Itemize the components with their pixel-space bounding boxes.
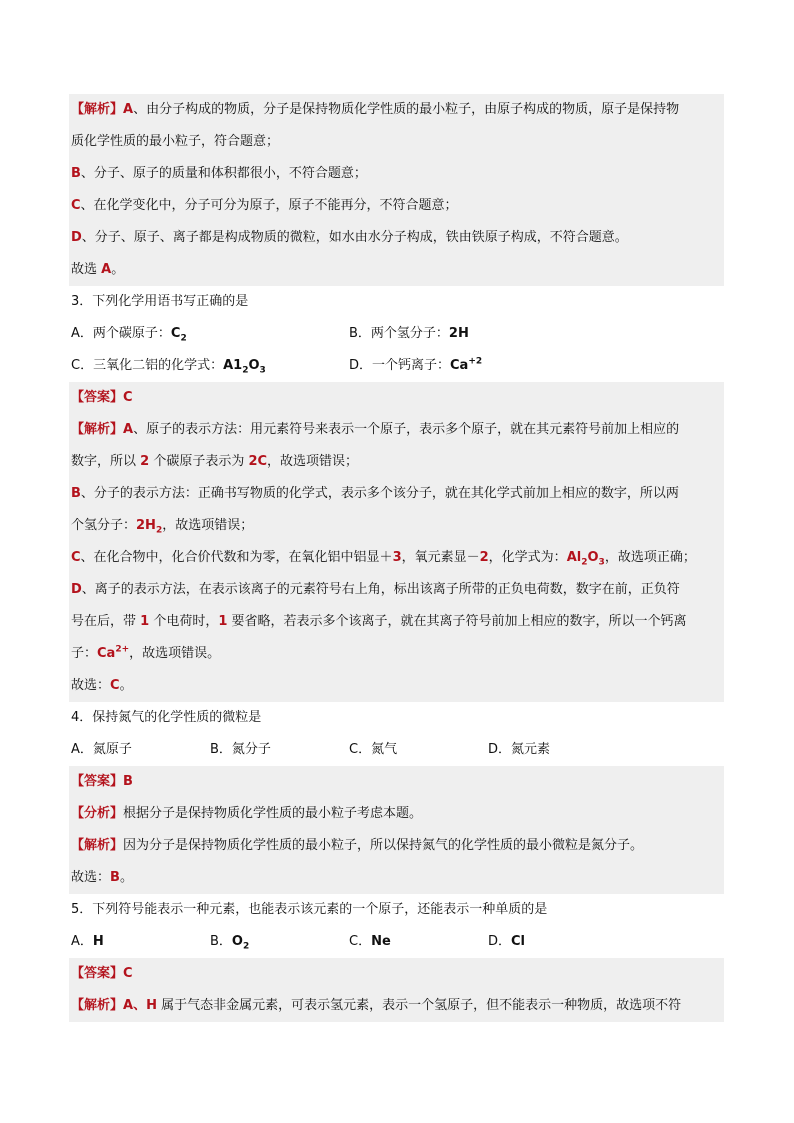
number: 3	[392, 550, 402, 565]
formula: 2H	[136, 518, 156, 533]
subscript: 3	[259, 365, 266, 376]
analysis-text: 、在化合物中，化合价代数和为零，在氧化铝中铝显＋	[80, 550, 393, 565]
option-text: A．	[71, 934, 93, 949]
question-3-answer-block	[69, 382, 724, 702]
option-letter: B	[71, 166, 81, 181]
analysis-text: 个氢分子：	[71, 518, 137, 533]
conclusion-prefix: 故选	[71, 262, 102, 277]
question-3-options-row1	[69, 318, 724, 350]
analysis-line	[69, 574, 724, 606]
option-text: C．	[349, 934, 372, 949]
analysis-line	[69, 126, 724, 158]
subscript: 2	[242, 365, 249, 376]
analysis-line	[69, 606, 724, 638]
analysis-text: 因为分子是保持物质化学性质的最小粒子，所以保持氮气的化学性质的最小微粒是氮分子。	[123, 838, 644, 853]
analysis-line	[69, 446, 724, 478]
analysis-line	[69, 222, 724, 254]
option-text: B．	[210, 934, 232, 949]
analysis-text: ，故选项错误；	[162, 518, 254, 533]
analysis-line	[69, 414, 724, 446]
subscript: 2	[242, 941, 250, 952]
analysis-text: 、分子的表示方法：正确书写物质的化学式，表示多个该分子，就在其化学式前加上相应的数字，所以两	[80, 486, 679, 501]
analysis-text: ，化学式为：	[488, 550, 567, 565]
question-5-options	[69, 926, 724, 958]
analysis-line	[69, 830, 724, 862]
subscript: 3	[598, 557, 605, 568]
formula: O	[231, 934, 243, 949]
option-letter: A	[123, 422, 134, 437]
option-letter: C	[110, 678, 120, 693]
formula: 2C	[248, 454, 268, 469]
answer-letter: C	[123, 966, 133, 981]
answer-line	[69, 382, 724, 414]
reasoning-text: 根据分子是保持物质化学性质的最小粒子考虑本题。	[123, 806, 423, 821]
superscript: +2	[468, 356, 483, 367]
analysis-tag: 【解析】	[71, 838, 124, 853]
analysis-text: 、由分子构成的物质，分子是保持物质化学性质的最小粒子，由原子构成的物质，原子是保持物	[133, 102, 680, 117]
question-3-title: 3．下列化学用语书写正确的是	[71, 294, 249, 309]
option-b	[349, 318, 469, 350]
analysis-line	[69, 542, 724, 574]
answer-tag: 【答案】	[71, 966, 124, 981]
reasoning-line	[69, 798, 724, 830]
option-a	[71, 318, 349, 350]
analysis-line	[69, 638, 724, 670]
number: 1	[218, 614, 228, 629]
separator: 、	[133, 998, 147, 1013]
option-text: B．两个氢分子：	[349, 326, 449, 341]
analysis-text: ，故选项正确；	[604, 550, 696, 565]
answer-letter: B	[123, 774, 133, 789]
option-letter: A	[123, 102, 134, 117]
analysis-text: 、分子、原子、离子都是构成物质的微粒，如水由水分子构成，铁由铁原子构成，不符合题意。	[81, 230, 628, 245]
option-letter: C	[71, 198, 81, 213]
analysis-text: 个电荷时，	[149, 614, 219, 629]
analysis-text: 个碳原子表示为	[149, 454, 249, 469]
subscript: 2	[180, 333, 187, 344]
conclusion-prefix: 故选：	[71, 870, 111, 885]
analysis-text: 、在化学变化中，分子可分为原子，原子不能再分，不符合题意；	[80, 198, 458, 213]
question-4-answer-block	[69, 766, 724, 894]
answer-line	[69, 958, 724, 990]
option-c: C．氮气	[349, 742, 398, 757]
option-d	[349, 350, 482, 382]
option-letter: D	[71, 230, 82, 245]
formula: Ca	[97, 646, 116, 661]
conclusion-suffix: 。	[119, 678, 133, 693]
option-letter: A	[123, 998, 134, 1013]
option-b: B．氮分子	[210, 742, 271, 757]
option-letter: B	[71, 486, 81, 501]
analysis-line	[69, 94, 724, 126]
analysis-text: 质化学性质的最小粒子，符合题意；	[71, 134, 280, 149]
question-4-options	[69, 734, 724, 766]
worksheet-page	[69, 94, 724, 1022]
analysis-text: ，氧元素显－	[401, 550, 480, 565]
number: 1	[140, 614, 150, 629]
analysis-tag: 【解析】	[71, 422, 124, 437]
formula: Al	[566, 550, 582, 565]
analysis-text: 、离子的表示方法，在表示该离子的元素符号右上角，标出该离子所带的正负电荷数，数字在前，正负符	[81, 582, 680, 597]
option-b	[210, 926, 349, 958]
formula: Cl	[511, 934, 526, 949]
analysis-text: ，故选项错误。	[129, 646, 221, 661]
formula: A1	[223, 358, 243, 373]
analysis-text: 子：	[71, 646, 98, 661]
option-text: D．	[488, 934, 512, 949]
answer-line	[69, 766, 724, 798]
question-5-title: 5．下列符号能表示一种元素，也能表示该元素的一个原子，还能表示一种单质的是	[71, 902, 548, 917]
analysis-line	[69, 478, 724, 510]
formula: Ne	[371, 934, 391, 949]
conclusion-suffix: 。	[119, 870, 133, 885]
option-letter: A	[101, 262, 112, 277]
number: 2	[479, 550, 489, 565]
formula: Ca	[450, 358, 469, 373]
option-c	[349, 926, 488, 958]
analysis-text: 、分子、原子的质量和体积都很小，不符合题意；	[80, 166, 367, 181]
superscript: 2+	[115, 644, 130, 655]
option-letter: D	[71, 582, 82, 597]
option-letter: C	[71, 550, 81, 565]
conclusion-line	[69, 670, 724, 702]
analysis-tag: 【解析】	[71, 102, 124, 117]
answer-letter: C	[123, 390, 133, 405]
analysis-line	[69, 990, 724, 1022]
conclusion-line	[69, 862, 724, 894]
option-a: A．氮原子	[71, 742, 132, 757]
subscript: 2	[581, 557, 588, 568]
formula: O	[587, 550, 599, 565]
analysis-text: 、原子的表示方法：用元素符号来表示一个原子，表示多个原子，就在其元素符号前加上相应的	[133, 422, 680, 437]
prev-analysis-block	[69, 94, 724, 286]
conclusion-prefix: 故选：	[71, 678, 111, 693]
option-d	[488, 926, 525, 958]
formula: H	[146, 998, 157, 1013]
reasoning-tag: 【分析】	[71, 806, 124, 821]
option-text: C．三氧化二铝的化学式：	[71, 358, 224, 373]
formula: H	[92, 934, 104, 949]
formula: C	[170, 326, 181, 341]
analysis-text: 号在后，带	[71, 614, 141, 629]
subscript: 2	[155, 525, 163, 536]
question-3-options-row2	[69, 350, 724, 382]
analysis-text: 数字，所以	[71, 454, 141, 469]
conclusion-suffix: 。	[111, 262, 125, 277]
conclusion-line	[69, 254, 724, 286]
formula: 2H	[448, 326, 469, 341]
option-text: A．两个碳原子：	[71, 326, 171, 341]
option-letter: B	[110, 870, 120, 885]
option-a	[71, 926, 210, 958]
analysis-text: 要省略，若表示多个该离子，就在其离子符号前加上相应的数字，所以一个钙离	[227, 614, 687, 629]
analysis-text: 属于气态非金属元素，可表示氢元素，表示一个氢原子，但不能表示一种物质，故选项不符	[156, 998, 682, 1013]
analysis-text: ，故选项错误；	[267, 454, 359, 469]
question-4-title: 4．保持氮气的化学性质的微粒是	[71, 710, 262, 725]
analysis-tag: 【解析】	[71, 998, 124, 1013]
analysis-line	[69, 158, 724, 190]
option-text: D．一个钙离子：	[349, 358, 451, 373]
analysis-line	[69, 510, 724, 542]
number: 2	[140, 454, 150, 469]
question-5-answer-block	[69, 958, 724, 1022]
answer-tag: 【答案】	[71, 774, 124, 789]
option-c	[71, 350, 349, 382]
answer-tag: 【答案】	[71, 390, 124, 405]
formula: O	[248, 358, 260, 373]
option-d: D．氮元素	[488, 742, 551, 757]
analysis-line	[69, 190, 724, 222]
